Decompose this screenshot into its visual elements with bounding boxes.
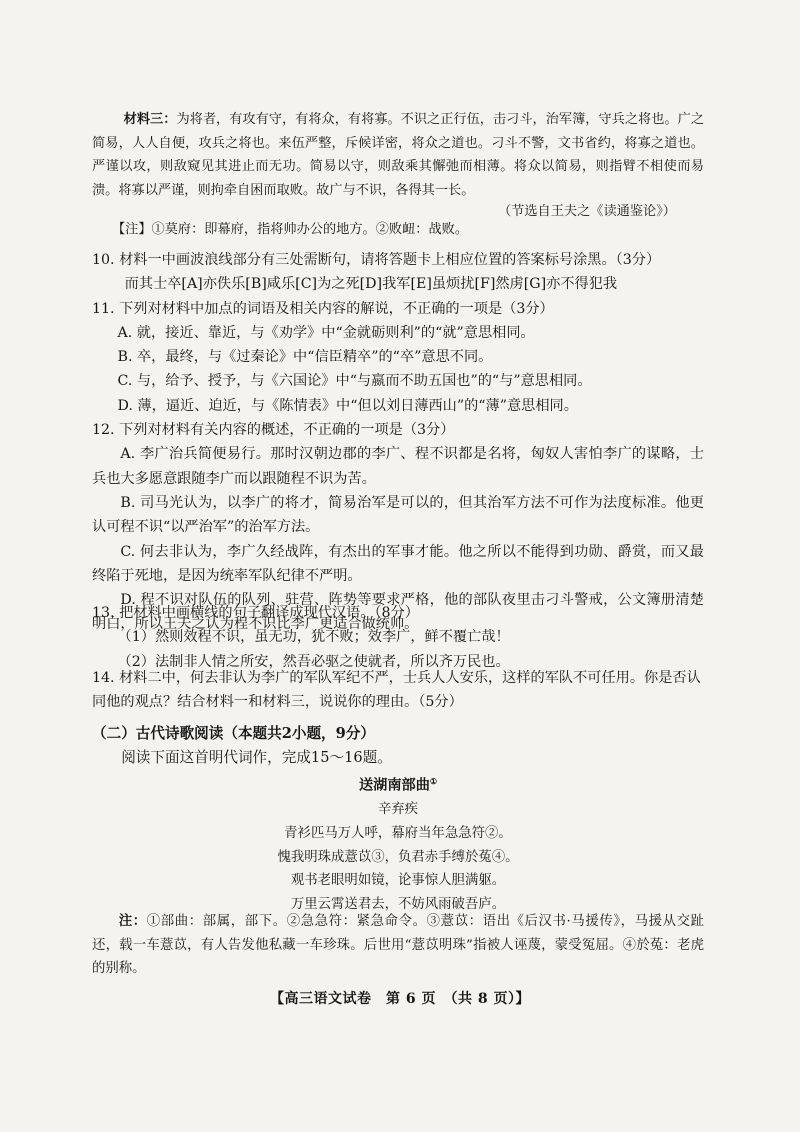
question-12-stem: 12. 下列对材料有关内容的概述，不正确的一项是（3分） — [92, 422, 455, 439]
question-13-stem: 13. 把材料中画横线的句子翻译成现代汉语。（8分） — [92, 605, 419, 621]
page-footer: 【高三语文试卷 第 6 页 （共 8 页）】 — [270, 991, 530, 1007]
question-11-option-d: D. 薄，逼近、迫近，与《陈情表》中“但以刘日薄西山”的“薄”意思相同。 — [117, 397, 578, 414]
question-13 — [92, 601, 704, 674]
material-three-label: 材料三： — [123, 112, 177, 127]
annotation-note-1: 【注】①莫府：即幕府，指将帅办公的地方。②败衄：战败。 — [112, 222, 469, 237]
question-12-option-b: B. 司马光认为，以李广的将才，简易治军是可以的，但其治军方法不可作为法度标准。他更认可程不识“以严治军”的治军方法。 — [92, 494, 704, 536]
section-two-heading: （二）古代诗歌阅读（本题共2小题，9分） — [92, 725, 375, 742]
material-three — [92, 108, 704, 202]
poem-line-4: 万里云霄送君去，不妨风雨破吾庐。 — [290, 896, 506, 912]
annotation-note-2 — [92, 910, 704, 981]
question-11-stem: 11. 下列对材料中加点的词语及相关内容的解说，不正确的一项是（3分） — [92, 300, 554, 317]
question-12-option-c: C. 何去非认为，李广久经战阵，有杰出的军事才能。他之所以不能得到功勋、爵赏，而又最终陷于死地，是因为统率军队纪律不严明。 — [92, 543, 704, 584]
question-13-item-2: （2）法制非人情之所安，然吾必驱之使就者，所以齐万民也。 — [117, 653, 510, 670]
note-2-label: 注： — [118, 913, 147, 929]
question-13-item-1: （1）然则效程不识，虽无功，犹不败；效李广，鲜不覆亡哉！ — [117, 629, 510, 646]
material-three-text: 为将者，有攻有守，有将众，有将寡。不识之正行伍，击刁斗，治军簿，守兵之将也。广之简易，人人自便，攻兵之将也。来伍严整，斥候详密，将众之道也。刁斗不警，文书省约，将寡之道也。严谨以攻，则敌窥见其进止而无功。简易以守，则敌乘其懈弛而相薄。将众以简易，则指臂不相使而易溃。将寡以严谨，则拘牵自困而取败。故广与不识，各得其一长。 — [92, 112, 705, 198]
question-12-option-a: A. 李广治兵简便易行。那时汉朝边郡的李广、程不识都是名将，匈奴人害怕李广的谋略，士兵也大多愿意跟随李广而以跟随程不识为苦。 — [92, 446, 704, 487]
section-two-intro: 阅读下面这首明代词作，完成15～16题。 — [121, 749, 392, 766]
question-12-option-d: D. 程不识对队伍的队列、驻营、阵势等要求严格，他的部队夜里击刁斗警戒，公文簿册清楚明白，所以王夫之认为程不识比李广更适合做统帅。 — [92, 592, 704, 633]
questions-10-12 — [92, 248, 704, 637]
poem-line-3: 观书老眼明如镜，论事惊人胆满躯。 — [290, 873, 506, 889]
material-three-source: （节选自王夫之《读通鉴论》） — [497, 204, 676, 219]
poem-title-note: ① — [429, 776, 438, 786]
question-11-option-b: B. 卒，最终，与《过秦论》中“信臣精卒”的“卒”意思不同。 — [117, 349, 493, 366]
question-11-option-a: A. 就，接近、靠近，与《劝学》中“金就砺则利”的“就”意思相同。 — [117, 324, 535, 341]
question-11-option-c: C. 与，给予、授予，与《六国论》中“与嬴而不助五国也”的“与”意思相同。 — [117, 373, 592, 390]
question-14-text: 14. 材料二中，何去非认为李广的军队军纪不严，士兵人人安乐，这样的军队不可任用。你是否认同他的观点？结合材料一和材料三，说说你的理由。（5分） — [92, 670, 701, 711]
poem — [92, 770, 704, 916]
poem-line-2: 愧我明珠成薏苡③，负君赤手缚於菟④。 — [277, 849, 519, 865]
section-two — [92, 722, 704, 770]
poem-line-1: 青衫匹马万人呼，幕府当年急急符②。 — [284, 825, 512, 841]
poem-title: 送湖南部曲① — [358, 776, 438, 794]
question-10-stem: 10. 材料一中画波浪线部分有三处需断句，请将答题卡上相应位置的答案标号涂黑。（3分） — [92, 252, 661, 268]
note-2-text: ①部曲：部属，部下。②急急符：紧急命令。③薏苡：语出《后汉书·马援传》，马援从交趾还，载一车薏苡，有人告发他私藏一车珍珠。后世用“薏苡明珠”指被人诬蔑，蒙受冤屈。④於菟：老虎的别称。 — [92, 914, 704, 977]
question-10-sentence: 而其士卒[A]亦佚乐[B]咸乐[C]为之死[D]我军[E]虽烦扰[F]然虏[G]亦不得犯我 — [124, 276, 618, 293]
question-14 — [92, 666, 704, 715]
poem-author: 辛弃疾 — [377, 802, 419, 818]
